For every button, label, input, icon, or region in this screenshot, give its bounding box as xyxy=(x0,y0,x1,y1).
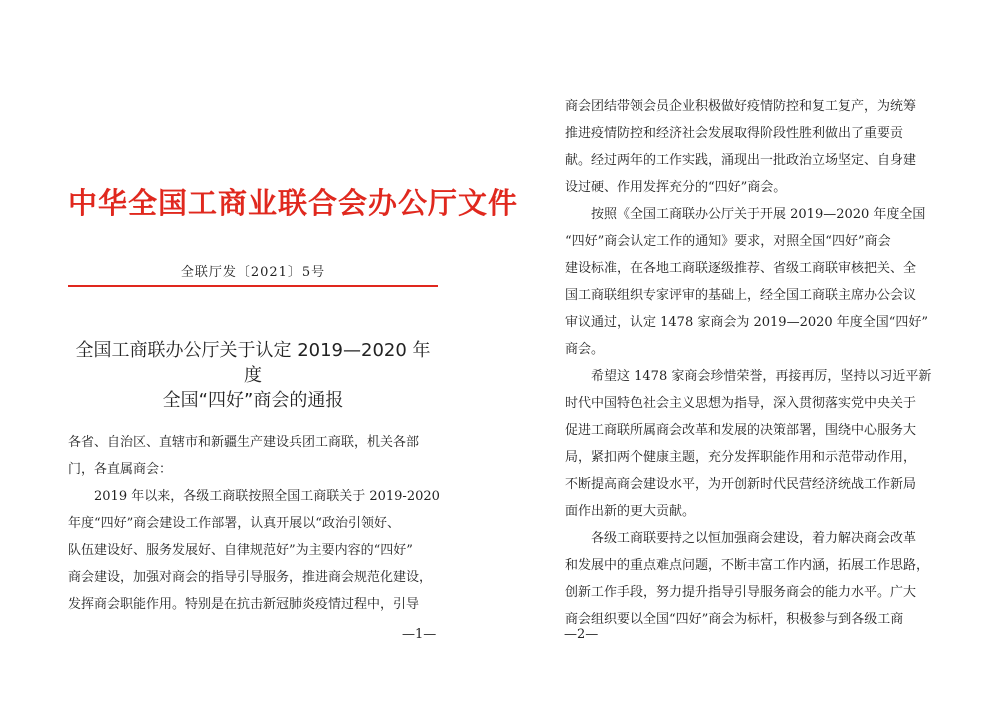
body-line: 推进疫情防控和经济社会发展取得阶段性胜利做出了重要贡 xyxy=(565,126,904,141)
body-line: 国工商联组织专家评审的基础上，经全国工商联主席办公会议 xyxy=(565,288,917,303)
body-line: 发挥商会职能作用。特别是在抗击新冠肺炎疫情过程中，引导 xyxy=(68,597,420,612)
body-line: 审议通过，认定 1478 家商会为 2019—2020 年度全国“四好” xyxy=(565,315,929,330)
body-line: 时代中国特色社会主义思想为指导，深入贯彻落实党中央关于 xyxy=(565,396,917,411)
body-line: 商会团结带领会员企业积极做好疫情防控和复工复产，为统筹 xyxy=(565,99,917,114)
body-line: 希望这 1478 家商会珍惜荣誉，再接再厉，坚持以习近平新 xyxy=(565,369,932,384)
page-number: —2— xyxy=(564,627,599,642)
body-line: 局，紧扣两个健康主题，充分发挥职能作用和示范带动作用， xyxy=(565,450,917,465)
body-line: 门，各直属商会： xyxy=(68,462,173,477)
body-line: 献。经过两年的工作实践，涌现出一批政治立场坚定、自身建 xyxy=(565,153,917,168)
notice-title-line-1: 全国工商联办公厅关于认定 2019—2020 年 xyxy=(75,340,431,361)
body-line: 创新工作手段，努力提升指导引导服务商会的能力水平。广大 xyxy=(565,585,917,600)
body-line: 和发展中的重点难点问题，不断丰富工作内涵，拓展工作思路， xyxy=(565,558,930,573)
body-line: 商会。 xyxy=(565,342,605,357)
body-line: 各省、自治区、直辖市和新疆生产建设兵团工商联，机关各部 xyxy=(68,435,420,450)
body-line: 商会建设，加强对商会的指导引导服务，推进商会规范化建设， xyxy=(68,570,433,585)
body-line: 面作出新的更大贡献。 xyxy=(565,504,696,519)
body-line: 不断提高商会建设水平，为开创新时代民营经济统战工作新局 xyxy=(565,477,917,492)
body-line: 按照《全国工商联办公厅关于开展 2019—2020 年度全国 xyxy=(565,207,926,222)
body-line: 年度“四好”商会建设工作部署，认真开展以“政治引领好、 xyxy=(68,516,400,531)
body-line: 商会组织要以全国“四好”商会为标杆，积极参与到各级工商 xyxy=(565,612,904,627)
page-number: —1— xyxy=(402,627,437,642)
document-header-title: 中华全国工商业联合会办公厅文件 xyxy=(68,186,519,220)
body-line: 2019 年以来，各级工商联按照全国工商联关于 2019-2020 xyxy=(68,489,440,504)
document-number: 全联厅发〔2021〕5号 xyxy=(180,265,326,280)
body-line: 建设标准，在各地工商联逐级推荐、省级工商联审核把关、全 xyxy=(565,261,917,276)
red-divider-line xyxy=(68,285,438,287)
notice-title-line-3: 全国“四好”商会的通报 xyxy=(162,390,344,411)
body-line: 促进工商联所属商会改革和发展的决策部署，围绕中心服务大 xyxy=(565,423,917,438)
body-line: 各级工商联要持之以恒加强商会建设，着力解决商会改革 xyxy=(565,531,917,546)
notice-title xyxy=(68,338,438,413)
body-line: “四好”商会认定工作的通知》要求，对照全国“四好”商会 xyxy=(565,234,891,249)
notice-title-line-2: 度 xyxy=(244,365,262,386)
body-line: 队伍建设好、服务发展好、自律规范好”为主要内容的“四好” xyxy=(68,543,413,558)
body-line: 设过硬、作用发挥充分的“四好”商会。 xyxy=(565,180,787,195)
